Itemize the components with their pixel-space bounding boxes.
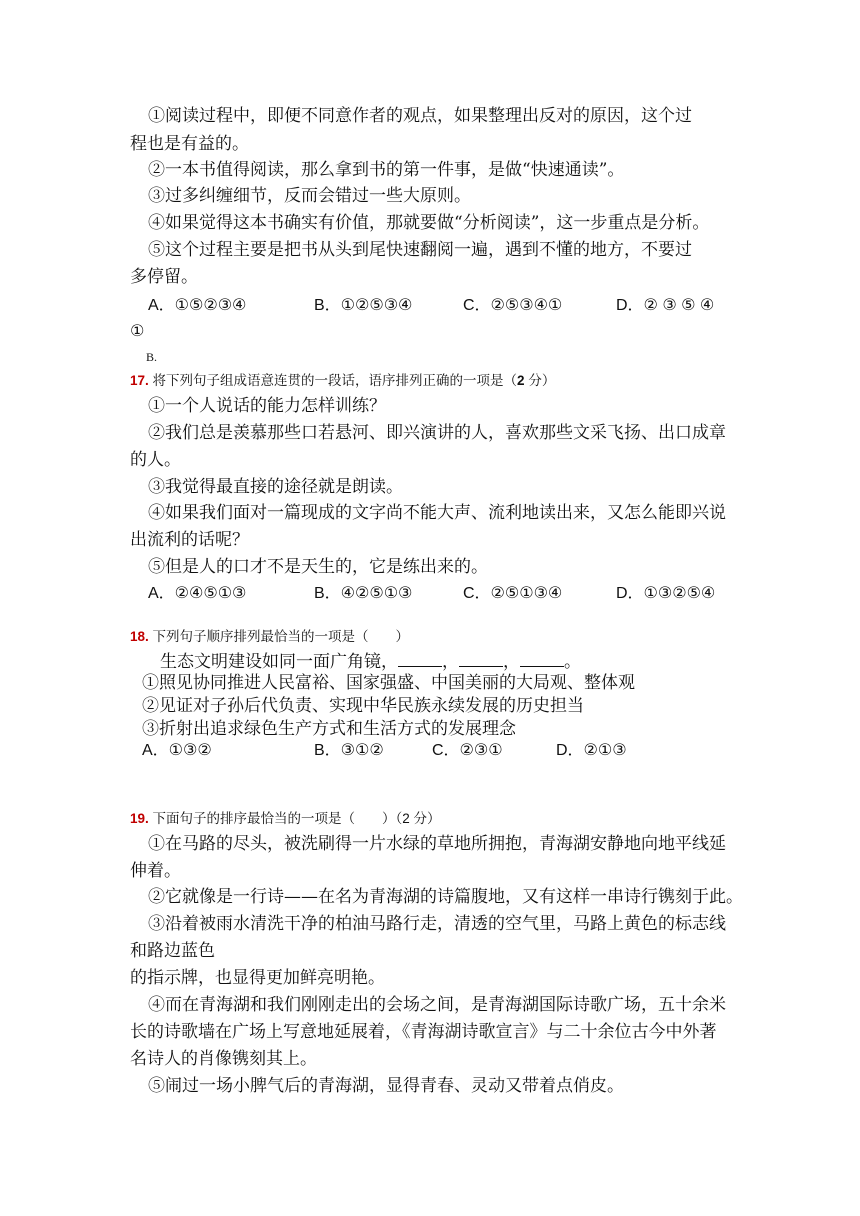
q17-sentence-4: ④如果我们面对一篇现成的文字尚不能大声、流利地读出来，又怎么能即兴说: [148, 503, 726, 523]
q17-sentence-3: ③我觉得最直接的途径就是朗读。: [148, 477, 403, 497]
q19-sentence-3-cont: 和路边蓝色: [130, 941, 215, 961]
q19-sentence-3: ③沿着被雨水清洗干净的柏油马路行走，清透的空气里，马路上黄色的标志线: [148, 914, 726, 934]
q18-stem: 18. 下列句子顺序排列最恰当的一项是（ ）: [130, 629, 410, 644]
q16-option-d-wrap: ①: [130, 323, 145, 340]
q18-option-a[interactable]: A．①③②: [142, 742, 212, 759]
q17-sentence-4-cont: 出流利的话呢？: [130, 530, 249, 550]
q16-option-a[interactable]: A．①⑤②③④: [148, 297, 247, 314]
q19-sentence-4-cont: 长的诗歌墙在广场上写意地延展着，《青海湖诗歌宣言》与二十余位古今中外著: [130, 1022, 717, 1042]
q18-sentence-1: ①照见协同推进人民富裕、国家强盛、中国美丽的大局观、整体观: [142, 673, 635, 693]
q18-option-c[interactable]: C．②③①: [432, 742, 503, 759]
q18-number: 18.: [130, 629, 149, 644]
q18-lead-sentence: 生态文明建设如同一面广角镜， ， ， 。: [160, 652, 581, 672]
q16-sentence-1: ①阅读过程中，即便不同意作者的观点，如果整理出反对的原因，这个过: [148, 106, 692, 126]
q17-option-b[interactable]: B．④②⑤①③: [314, 585, 413, 602]
q17-sentence-5: ⑤但是人的口才不是天生的，它是练出来的。: [148, 557, 488, 577]
q19-sentence-4-cont-2: 名诗人的肖像镌刻其上。: [130, 1049, 317, 1069]
q19-number: 19.: [130, 811, 149, 826]
q18-sentence-3: ③折射出追求绿色生产方式和生活方式的发展理念: [142, 719, 516, 739]
q17-option-d[interactable]: D．①③②⑤④: [616, 585, 716, 602]
q19-sentence-2: ②它就像是一行诗——在名为青海湖的诗篇腹地，又有这样一串诗行镌刻于此。: [148, 887, 743, 907]
blank-3[interactable]: [520, 650, 564, 667]
q18-option-b[interactable]: B．③①②: [314, 742, 384, 759]
q19-stem: 19. 下面句子的排序最恰当的一项是（ ）（2 分）: [130, 811, 441, 826]
q16-sentence-4: ④如果觉得这本书确实有价值，那就要做“分析阅读”，这一步重点是分析。: [148, 213, 710, 233]
blank-2[interactable]: [459, 650, 503, 667]
q17-sentence-2-cont: 的人。: [130, 450, 181, 470]
q17-option-a[interactable]: A．②④⑤①③: [148, 585, 247, 602]
q17-option-c[interactable]: C．②⑤①③④: [463, 585, 563, 602]
q16-sentence-2: ②一本书值得阅读，那么拿到书的第一件事，是做“快速通读”。: [148, 160, 625, 180]
blank-1[interactable]: [398, 650, 442, 667]
q16-option-d[interactable]: D．② ③ ⑤ ④: [616, 297, 715, 314]
q16-answer-mark: B.: [146, 350, 158, 364]
q17-number: 17.: [130, 373, 149, 388]
q19-sentence-4: ④而在青海湖和我们刚刚走出的会场之间，是青海湖国际诗歌广场，五十余米: [148, 995, 726, 1015]
q16-sentence-5: ⑤这个过程主要是把书从头到尾快速翻阅一遍，遇到不懂的地方，不要过: [148, 240, 692, 260]
q16-sentence-1-cont: 程也是有益的。: [130, 134, 249, 154]
q17-stem: 17. 将下列句子组成语意连贯的一段话，语序排列正确的一项是（2 分）: [130, 373, 556, 388]
q19-sentence-3-cont-2: 的指示牌，也显得更加鲜亮明艳。: [130, 968, 385, 988]
q19-sentence-1-cont: 伸着。: [130, 861, 181, 881]
q19-sentence-1: ①在马路的尽头，被洗刷得一片水绿的草地所拥抱，青海湖安静地向地平线延: [148, 834, 726, 854]
q18-option-d[interactable]: D．②①③: [556, 742, 627, 759]
q16-option-c[interactable]: C．②⑤③④①: [463, 297, 563, 314]
q16-option-b[interactable]: B．①②⑤③④: [314, 297, 413, 314]
q19-sentence-5: ⑤闹过一场小脾气后的青海湖，显得青春、灵动又带着点俏皮。: [148, 1076, 624, 1096]
q16-sentence-5-cont: 多停留。: [130, 267, 198, 287]
q17-sentence-2: ②我们总是羡慕那些口若悬河、即兴演讲的人，喜欢那些文采飞扬、出口成章: [148, 423, 726, 443]
q17-points: 2: [517, 373, 525, 388]
q18-sentence-2: ②见证对子孙后代负责、实现中华民族永续发展的历史担当: [142, 696, 584, 716]
q17-sentence-1: ①一个人说话的能力怎样训练？: [148, 396, 386, 416]
q16-sentence-3: ③过多纠缠细节，反而会错过一些大原则。: [148, 186, 471, 206]
